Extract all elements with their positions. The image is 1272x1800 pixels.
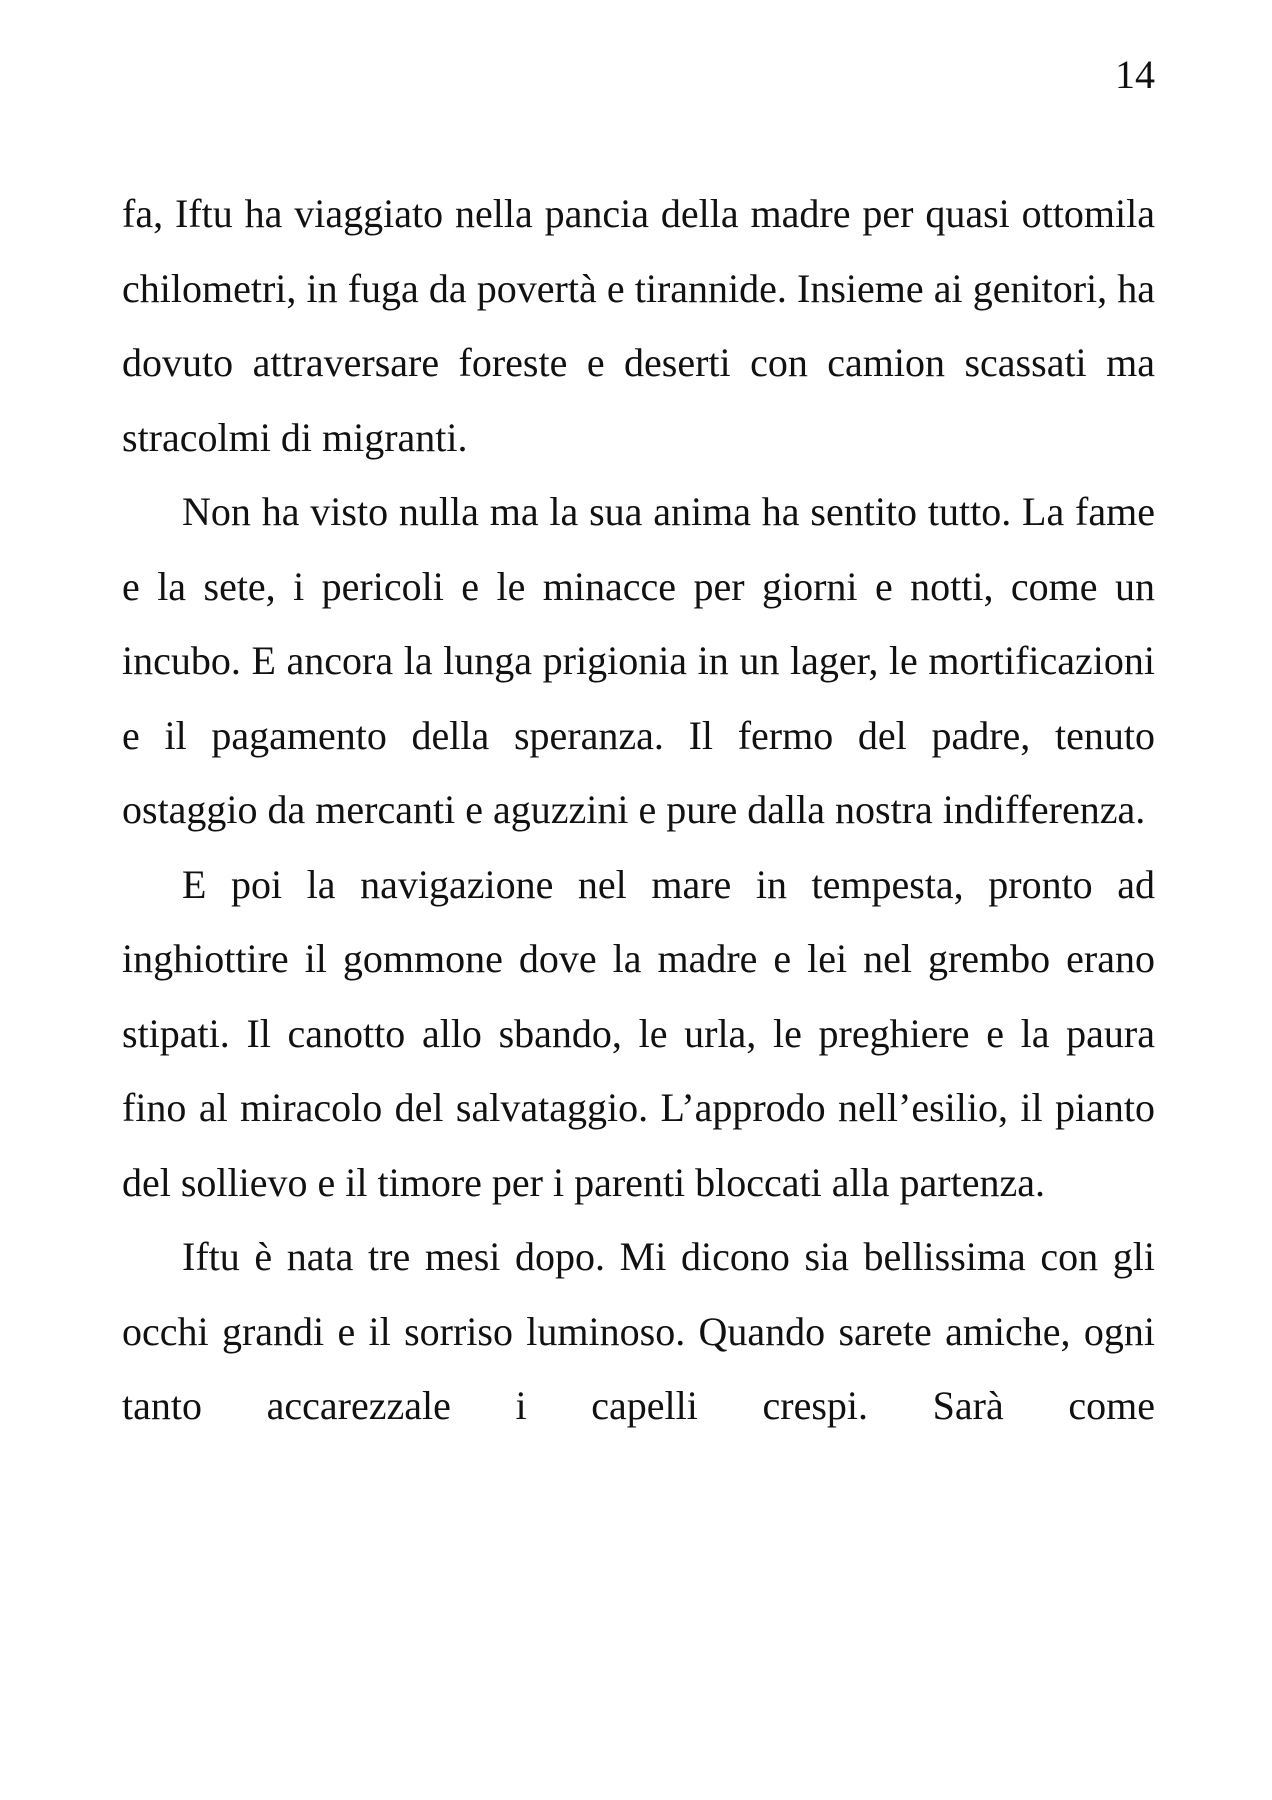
page-number: 14: [1115, 52, 1155, 97]
paragraph-4: Iftu è nata tre mesi dopo. Mi dicono sia bellissima con gli occhi grandi e il sorriso luminoso. Quando sarete amiche, ogni tanto accarezzale i capelli crespi. Sarà come: [122, 1234, 1155, 1428]
paragraph-3: E poi la navigazione nel mare in tempesta, pronto ad inghiottire il gommone dove la madre e lei nel grembo erano stipati. Il canotto allo sbando, le urla, le preghiere e la paura fino al miracolo del salvataggio. L’approdo nell’esilio, il pianto del sollievo e il timore per i parenti bloccati alla partenza.: [122, 861, 1155, 1205]
body-text: [122, 177, 1155, 1444]
paragraph-1: fa, Iftu ha viaggiato nella pancia della madre per quasi ottomila chilometri, in fuga da povertà e tirannide. Insieme ai genitori, ha dovuto attraversare foreste e deserti con camion scassati ma stracolmi di migranti.: [122, 191, 1155, 460]
paragraph-2: Non ha visto nulla ma la sua anima ha sentito tutto. La fame e la sete, i pericoli e le minacce per giorni e notti, come un incubo. E ancora la lunga prigionia in un lager, le mortificazioni e il pagamento della speranza. Il fermo del padre, tenuto ostaggio da mercanti e aguzzini e pure dalla nostra indifferenza.: [122, 489, 1155, 832]
